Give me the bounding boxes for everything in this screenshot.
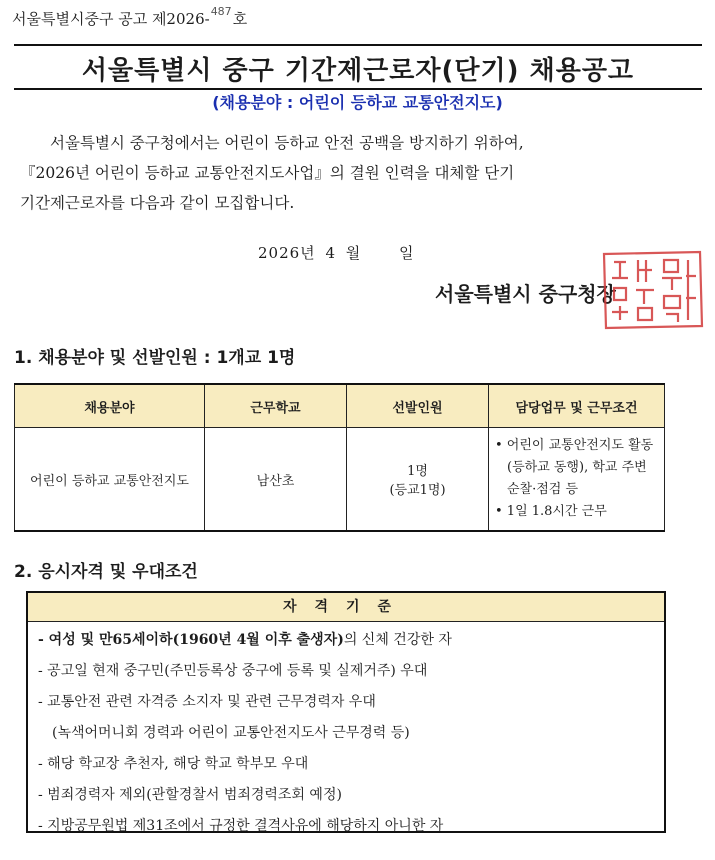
intro-line-2: 『2026년 어린이 등하교 교통안전지도사업』의 결원 인력을 대체할 단기 xyxy=(20,164,515,182)
date-day: 일 xyxy=(399,244,415,262)
date-month: 4 월 xyxy=(325,244,362,262)
duty-2: • 1일 1.8시간 근무 xyxy=(495,504,607,519)
duty-1-line-2: (등하교 동행), 학교 주변 xyxy=(507,460,647,475)
col-header-duties: 담당업무 및 근무조건 xyxy=(489,384,665,428)
qual-item-1-rest: 의 신체 건강한 자 xyxy=(343,632,452,648)
notice-prefix: 서울특별시중구 공고 제2026- xyxy=(12,10,210,28)
page-subtitle: (채용분야 : 어린이 등하교 교통안전지도) xyxy=(212,93,503,112)
list-item: - 범죄경력자 제외(관할경찰서 범죄경력조회 예정) xyxy=(38,787,342,803)
title-box xyxy=(14,44,702,90)
list-item: - 교통안전 관련 자격증 소지자 및 관련 근무경력자 우대 xyxy=(38,694,376,710)
notice-number xyxy=(12,5,248,29)
qualifications-title: 자격기준 xyxy=(28,593,664,622)
col-header-school: 근무학교 xyxy=(205,384,347,428)
cell-count xyxy=(347,428,489,532)
intro-line-1: 서울특별시 중구청에서는 어린이 등하교 안전 공백을 방지하기 위하여, xyxy=(50,134,524,152)
announcement-date xyxy=(258,242,415,263)
cell-duties xyxy=(489,428,665,532)
issuer-name: 서울특별시 중구청장 xyxy=(435,282,616,306)
notice-suffix: 호 xyxy=(232,10,248,28)
intro-line-3: 기간제근로자를 다음과 같이 모집합니다. xyxy=(20,194,295,212)
qualifications-box xyxy=(26,591,666,833)
table-header-row xyxy=(15,384,665,428)
date-year: 2026년 xyxy=(258,244,316,262)
page-title: 서울특별시 중구 기간제근로자(단기) 채용공고 xyxy=(81,56,635,86)
list-item: (녹색어머니회 경력과 어린이 교통안전지도사 근무경력 등) xyxy=(52,725,410,741)
cell-field: 어린이 등하교 교통안전지도 xyxy=(15,428,205,532)
duty-1-line-1: • 어린이 교통안전지도 활동 xyxy=(495,438,654,453)
official-seal-icon xyxy=(598,248,706,332)
qual-item-1-bold: - 여성 및 만65세이하(1960년 4월 이후 출생자) xyxy=(38,632,344,648)
qualifications-list xyxy=(28,622,664,847)
list-item xyxy=(38,630,664,661)
section-1-heading: 1. 채용분야 및 선발인원 : 1개교 1명 xyxy=(14,348,296,368)
handwritten-notice-number: 487 xyxy=(210,5,232,18)
cell-school: 남산초 xyxy=(205,428,347,532)
col-header-field: 채용분야 xyxy=(15,384,205,428)
section-2-heading: 2. 응시자격 및 우대조건 xyxy=(14,562,198,582)
intro-paragraph xyxy=(20,128,660,218)
positions-table xyxy=(14,383,665,532)
count-line-1: 1명 xyxy=(407,464,428,479)
count-line-2: (등교1명) xyxy=(389,483,446,498)
list-item: - 공고일 현재 중구민(주민등록상 중구에 등록 및 실제거주) 우대 xyxy=(38,663,428,679)
table-row xyxy=(15,428,665,532)
duty-1-line-3: 순찰·점검 등 xyxy=(507,482,579,497)
list-item: - 지방공무원법 제31조에서 규정한 결격사유에 해당하지 아니한 자 xyxy=(38,818,444,834)
list-item: - 해당 학교장 추천자, 해당 학교 학부모 우대 xyxy=(38,756,309,772)
col-header-count: 선발인원 xyxy=(347,384,489,428)
